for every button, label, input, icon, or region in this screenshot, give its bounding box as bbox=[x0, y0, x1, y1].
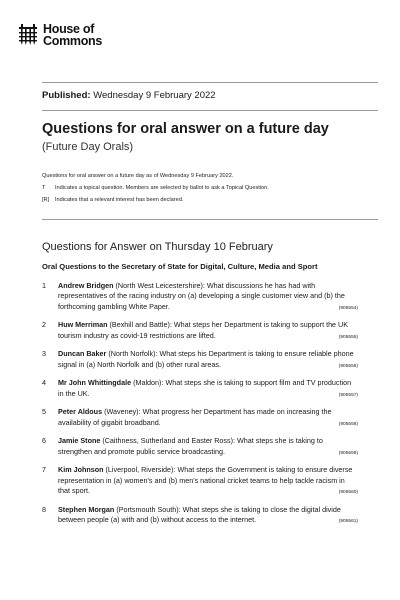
department-heading: Oral Questions to the Secretary of State for Digital, Culture, Media and Sport bbox=[42, 262, 318, 271]
question-item bbox=[42, 436, 358, 459]
constituency: (Liverpool, Riverside): bbox=[105, 465, 176, 475]
question-reference: (905559) bbox=[338, 450, 358, 456]
topical-key: T bbox=[42, 185, 46, 191]
question-item bbox=[42, 407, 358, 430]
logo-line-2: Commons bbox=[43, 34, 103, 48]
question-body bbox=[58, 320, 358, 343]
question-text: What steps his Department is taking to ensure reliable phone signal in (a) North Norfolk and (b) other rural areas. bbox=[58, 349, 354, 369]
house-of-commons-logo bbox=[18, 23, 102, 47]
question-number: 1 bbox=[42, 281, 46, 290]
question-body bbox=[58, 407, 358, 430]
topical-text: Indicates a topical question. Members are selected by ballot to ask a Topical Question. bbox=[55, 185, 269, 191]
question-body bbox=[58, 281, 358, 314]
member-name: Duncan Baker bbox=[58, 349, 107, 359]
member-name: Kim Johnson bbox=[58, 465, 104, 475]
member-name: Huw Merriman bbox=[58, 320, 108, 330]
topical-note bbox=[42, 182, 269, 194]
constituency: (North Norfolk): bbox=[108, 349, 158, 359]
question-item bbox=[42, 378, 358, 401]
constituency: (Caithness, Sutherland and Easter Ross): bbox=[102, 436, 235, 446]
interest-text: Indicates that a relevant interest has been declared. bbox=[55, 197, 184, 203]
question-body bbox=[58, 465, 358, 498]
divider bbox=[42, 219, 378, 220]
intro-notes bbox=[42, 170, 269, 206]
divider bbox=[42, 110, 378, 111]
member-name: Jamie Stone bbox=[58, 436, 101, 446]
question-number: 3 bbox=[42, 349, 46, 359]
question-item bbox=[42, 349, 358, 372]
question-reference: (905555) bbox=[338, 334, 358, 340]
question-list bbox=[42, 281, 358, 534]
question-body bbox=[58, 436, 358, 459]
constituency: (Portsmouth South): bbox=[116, 504, 181, 514]
question-text: What discussions he has had with representatives of the racing industry on (a) developing a single customer view and (b) the forthcoming gambling White Paper. bbox=[58, 281, 345, 311]
constituency: (Bexhill and Battle): bbox=[109, 320, 172, 330]
member-name: Andrew Bridgen bbox=[58, 281, 114, 290]
logo-line-1: House of bbox=[43, 22, 95, 36]
question-number: 6 bbox=[42, 436, 46, 446]
question-item bbox=[42, 505, 358, 528]
divider bbox=[42, 82, 378, 83]
question-number: 2 bbox=[42, 320, 46, 330]
question-reference: (905561) bbox=[338, 519, 358, 525]
question-item bbox=[42, 320, 358, 343]
question-text: What steps the Government is taking to ensure diverse representation in (a) women's and (b) men's national cricket teams to help tackle racism in that sport. bbox=[58, 465, 353, 496]
question-number: 7 bbox=[42, 465, 46, 475]
logo-text bbox=[43, 23, 102, 47]
section-title: Questions for Answer on Thursday 10 February bbox=[42, 241, 273, 253]
question-number: 4 bbox=[42, 378, 46, 388]
page-title: Questions for oral answer on a future day bbox=[42, 121, 329, 137]
question-item bbox=[42, 281, 358, 314]
portcullis-icon bbox=[18, 23, 38, 47]
constituency: (North West Leicestershire): bbox=[115, 281, 205, 290]
interest-note bbox=[42, 194, 269, 206]
question-body bbox=[58, 349, 358, 372]
question-item bbox=[42, 465, 358, 498]
question-text: What steps she is taking to support film and TV production in the UK. bbox=[58, 378, 352, 398]
question-number: 8 bbox=[42, 504, 46, 514]
question-reference: (905557) bbox=[338, 392, 358, 398]
question-number: 5 bbox=[42, 407, 46, 417]
member-name: Peter Aldous bbox=[58, 407, 103, 417]
intro-line: Questions for oral answer on a future day as of Wednesday 9 February 2022. bbox=[42, 173, 234, 179]
question-body bbox=[58, 505, 358, 528]
published-date: Wednesday 9 February 2022 bbox=[93, 90, 216, 101]
interest-key: [R] bbox=[42, 197, 50, 203]
constituency: (Maldon): bbox=[133, 378, 164, 388]
question-reference: (905560) bbox=[338, 490, 358, 496]
page-subtitle: (Future Day Orals) bbox=[42, 141, 134, 153]
question-reference: (905556) bbox=[338, 363, 358, 369]
question-reference: (905554) bbox=[338, 305, 358, 311]
question-text: What steps she is taking to strengthen and promote public service broadcasting. bbox=[58, 436, 323, 456]
member-name: Stephen Morgan bbox=[58, 504, 115, 514]
question-body bbox=[58, 378, 358, 401]
published-line bbox=[42, 90, 216, 101]
constituency: (Waveney): bbox=[104, 407, 141, 417]
question-text: What steps her Department is taking to support the UK tourism industry as covid-19 restrictions are lifted. bbox=[58, 320, 349, 340]
question-reference: (905558) bbox=[338, 421, 358, 427]
published-label: Published: bbox=[42, 90, 91, 101]
member-name: Mr John Whittingdale bbox=[58, 378, 132, 388]
question-text: What progress her Department has made on increasing the availability of gigabit broadband. bbox=[58, 407, 332, 427]
question-text: What steps she is taking to close the digital divide between people (a) with and (b) without access to the internet. bbox=[58, 504, 341, 525]
